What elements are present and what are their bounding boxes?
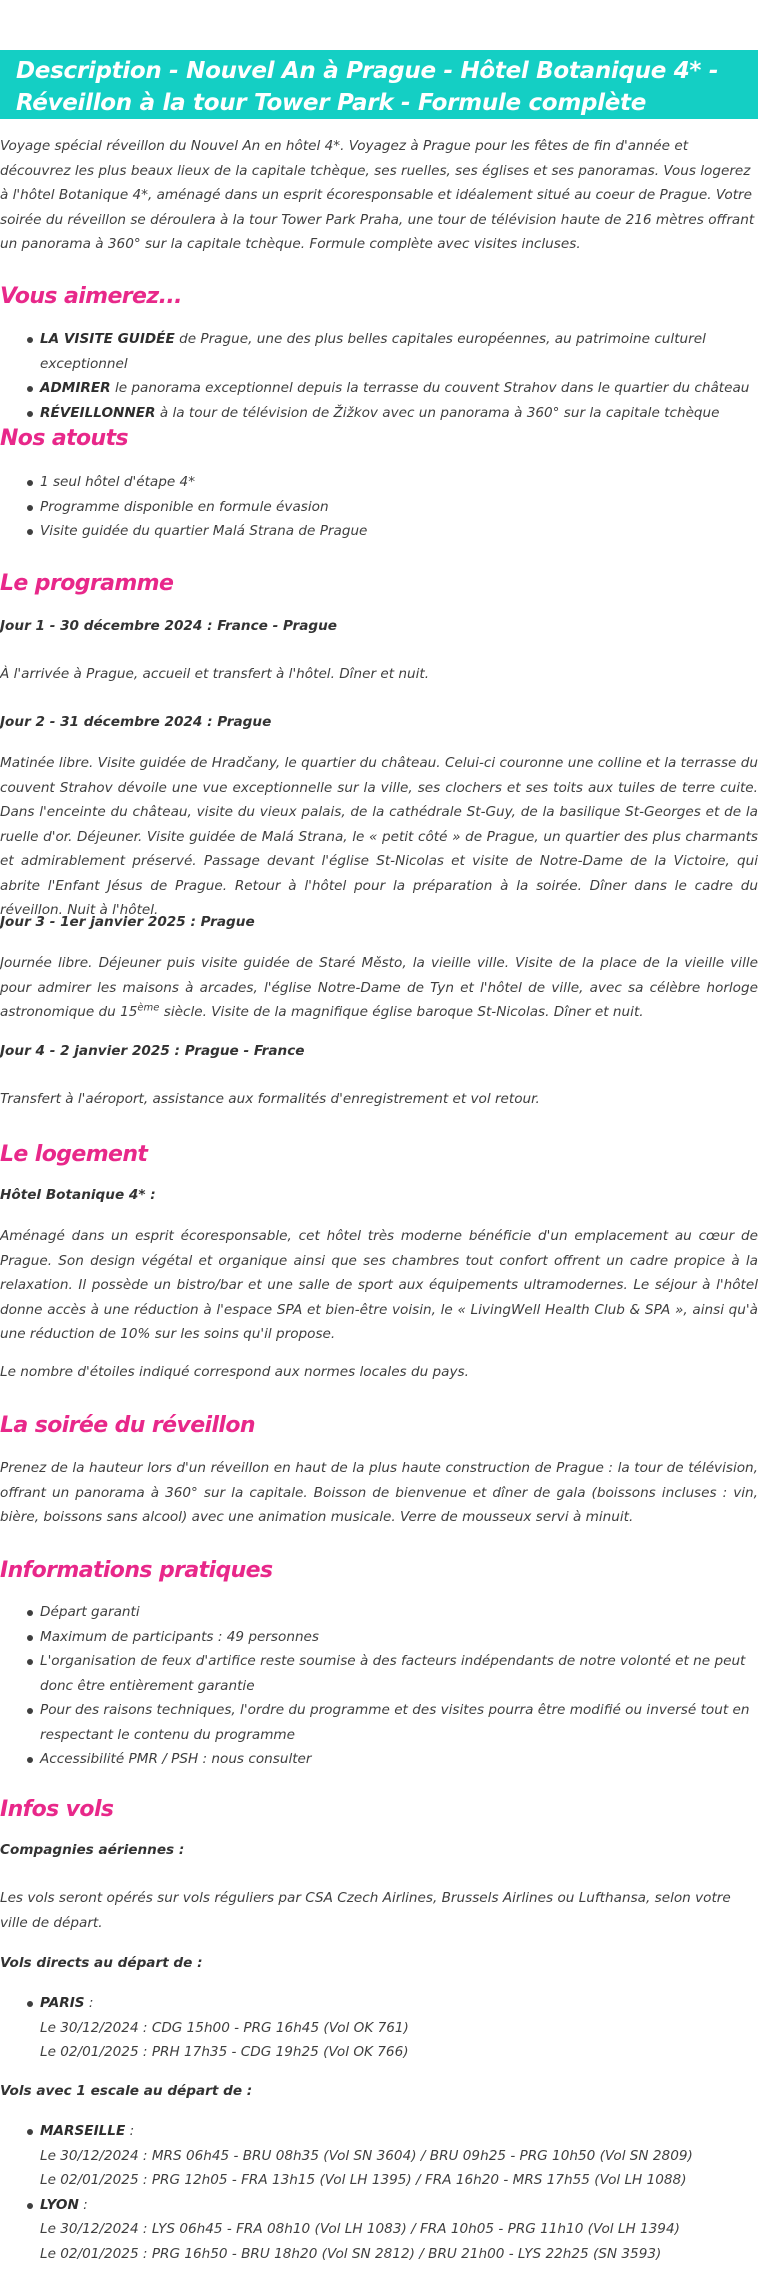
item-bold: ADMIRER	[40, 380, 111, 396]
escale-list	[0, 2119, 758, 2266]
item-text: Départ garanti	[40, 1604, 140, 1620]
city-name: MARSEILLE	[40, 2123, 126, 2139]
flight-line: Le 30/12/2024 : LYS 06h45 - FRA 08h10 (Vol LH 1083) / FRA 10h05 - PRG 11h10 (Vol LH 1394)	[40, 2221, 680, 2237]
list-item	[0, 495, 758, 520]
day3-text-a: Journée libre. Déjeuner puis visite guidée de Staré Město, la vieille ville. Visite de la place de la vieille ville pour admirer les maisons à arcades, l'église Notre-Dame de Tyn et l'hôtel de ville, avec sa célèbre horloge astronomique du 15	[0, 955, 758, 1020]
day1-title: Jour 1 - 30 décembre 2024 : France - Prague	[0, 618, 338, 634]
day3-sup: ème	[137, 1002, 160, 1014]
flight-line: Le 02/01/2025 : PRG 12h05 - FRA 13h15 (Vol LH 1395) / FRA 16h20 - MRS 17h55 (Vol LH 1088)	[40, 2172, 687, 2188]
hotel-text: Aménagé dans un esprit écoresponsable, cet hôtel très moderne bénéficie d'un emplacement au cœur de Prague. Son design végétal et organique ainsi que ses chambres tout confort offrent un cadre propice à la relaxation. Il possède un bistro/bar et une salle de sport aux équipements ultramodernes. Le séjour à l'hôtel donne accès à une réduction à l'espace SPA et bien-être voisin, le « LivingWell Health Club & SPA », ainsi qu'à une réduction de 10% sur les soins qu'il propose.	[0, 1228, 758, 1342]
item-text: L'organisation de feux d'artifice reste soumise à des facteurs indépendants de notre volonté et ne peut donc être entièrement garantie	[40, 1653, 746, 1694]
flight-line: Le 30/12/2024 : MRS 06h45 - BRU 08h35 (Vol SN 3604) / BRU 09h25 - PRG 10h50 (Vol SN 2809)	[40, 2147, 693, 2164]
city-name: PARIS	[40, 1995, 85, 2011]
item-text: Pour des raisons techniques, l'ordre du programme et des visites pourra être modifié ou inversé tout en respectant le contenu du programme	[40, 1702, 750, 1743]
list-item	[0, 376, 758, 401]
item-text: Maximum de participants : 49 personnes	[40, 1628, 320, 1645]
bullet-icon	[27, 2129, 33, 2135]
flight-line: Le 02/01/2025 : PRH 17h35 - CDG 19h25 (Vol OK 766)	[40, 2044, 409, 2060]
section-heading-atouts: Nos atouts	[0, 426, 129, 451]
companies-text: Les vols seront opérés sur vols réguliers par CSA Czech Airlines, Brussels Airlines ou Lufthansa, selon votre ville de départ.	[0, 1890, 731, 1931]
atouts-list	[0, 470, 758, 544]
list-item	[0, 1600, 758, 1625]
bullet-icon	[27, 1635, 33, 1641]
title-banner	[0, 50, 758, 119]
page-title: Description - Nouvel An à Prague - Hôtel Botanique 4* - Réveillon à la tour Tower Park - Formule complète	[16, 58, 719, 116]
section-heading-infos: Informations pratiques	[0, 1558, 273, 1583]
list-item: PARIS : Le 30/12/2024 : CDG 15h00 - PRG 16h45 (Vol OK 761) Le 02/01/2025 : PRH 17h35 - CDG 19h25 (Vol OK 766)	[0, 1991, 758, 2065]
list-item: MARSEILLE : Le 30/12/2024 : MRS 06h45 - BRU 08h35 (Vol SN 3604) / BRU 09h25 - PRG 10h50 (Vol SN 2809) Le 02/01/2025 : PRG 12h05 - FRA 13h15 (Vol LH 1395) / FRA 16h20 - MRS 17h55 (Vol LH 1088)	[0, 2119, 758, 2193]
list-item	[0, 1625, 758, 1650]
day1-text: À l'arrivée à Prague, accueil et transfert à l'hôtel. Dîner et nuit.	[0, 666, 430, 682]
bullet-icon	[27, 529, 33, 535]
day4-text: Transfert à l'aéroport, assistance aux formalités d'enregistrement et vol retour.	[0, 1091, 540, 1107]
escale-label: Vols avec 1 escale au départ de :	[0, 2083, 253, 2099]
item-bold: RÉVEILLONNER	[40, 404, 156, 421]
section-heading-aimerez: Vous aimerez...	[0, 284, 182, 309]
bullet-icon	[27, 1610, 33, 1616]
item-text: de Prague, une des plus belles capitales européennes, au patrimoine culturel exceptionnel	[40, 331, 706, 372]
flight-line: Le 02/01/2025 : PRG 16h50 - BRU 18h20 (Vol SN 2812) / BRU 21h00 - LYS 22h25 (SN 3593)	[40, 2245, 662, 2262]
section-heading-logement: Le logement	[0, 1142, 148, 1167]
aimerez-list	[0, 327, 758, 425]
intro-text: Voyage spécial réveillon du Nouvel An en hôtel 4*. Voyagez à Prague pour les fêtes de fin d'année et découvrez les plus beaux lieux de la capitale tchèque, ses ruelles, ses églises et ses panoramas. Vous logerez à l'hôtel Botanique 4*, aménagé dans un esprit écoresponsable et idéalement situé au coeur de Prague. Votre soirée du réveillon se déroulera à la tour Tower Park Praha, une tour de télévision haute de 216 mètres offrant un panorama à 360° sur la capitale tchèque. Formule complète avec visites incluses.	[0, 138, 755, 252]
bullet-icon	[27, 1659, 33, 1665]
list-item	[0, 1649, 758, 1698]
bullet-icon	[27, 337, 33, 343]
item-text: 1 seul hôtel d'étape 4*	[40, 474, 196, 490]
bullet-icon	[27, 386, 33, 392]
list-item: LYON : Le 30/12/2024 : LYS 06h45 - FRA 08h10 (Vol LH 1083) / FRA 10h05 - PRG 11h10 (Vol LH 1394) Le 02/01/2025 : PRG 16h50 - BRU 18h20 (Vol SN 2812) / BRU 21h00 - LYS 22h25 (SN 3593)	[0, 2193, 758, 2267]
direct-list	[0, 1991, 758, 2065]
item-bold: LA VISITE GUIDÉE	[40, 331, 175, 347]
item-text: à la tour de télévision de Žižkov avec un panorama à 360° sur la capitale tchèque	[155, 404, 720, 421]
day2-text: Matinée libre. Visite guidée de Hradčany, le quartier du château. Celui-ci couronne une colline et la terrasse du couvent Strahov dévoile une vue exceptionnelle sur la ville, ses clochers et ses toits aux tuiles de terre cuite. Dans l'enceinte du château, visite du vieux palais, de la cathédrale St-Guy, de la basilique St-Georges et de la ruelle d'or. Déjeuner. Visite guidée de Malá Strana, le « petit côté » de Prague, un quartier des plus charmants et admirablement préservé. Passage devant l'église St-Nicolas et visite de Notre-Dame de la Victoire, qui abrite l'Enfant Jésus de Prague. Retour à l'hôtel pour la préparation à la soirée. Dîner dans le cadre du réveillon. Nuit à l'hôtel.	[0, 755, 758, 918]
bullet-icon	[27, 1757, 33, 1763]
list-item	[0, 519, 758, 544]
stars-note: Le nombre d'étoiles indiqué correspond aux normes locales du pays.	[0, 1364, 469, 1380]
infos-list	[0, 1600, 758, 1772]
day3-text-b: siècle. Visite de la magnifique église baroque St-Nicolas. Dîner et nuit.	[159, 1004, 644, 1020]
list-item	[0, 1698, 758, 1747]
day2-title: Jour 2 - 31 décembre 2024 : Prague	[0, 714, 272, 730]
city-name: LYON	[40, 2196, 79, 2213]
list-item	[0, 401, 758, 426]
soiree-text: Prenez de la hauteur lors d'un réveillon en haut de la plus haute construction de Prague : la tour de télévision, offrant un panorama à 360° sur la capitale. Boisson de bienvenue et dîner de gala (boissons incluses : vin, bière, boissons sans alcool) avec une animation musicale. Verre de mousseux servi à minuit.	[0, 1460, 758, 1525]
bullet-icon	[27, 1708, 33, 1714]
bullet-icon	[27, 505, 33, 511]
bullet-icon	[27, 480, 33, 486]
bullet-icon	[27, 411, 33, 417]
flight-line: Le 30/12/2024 : CDG 15h00 - PRG 16h45 (Vol OK 761)	[40, 2019, 409, 2036]
item-text: Accessibilité PMR / PSH : nous consulter	[40, 1751, 312, 1767]
bullet-icon	[27, 2001, 33, 2007]
bullet-icon	[27, 2203, 33, 2209]
companies-label: Compagnies aériennes :	[0, 1842, 185, 1858]
item-text: Programme disponible en formule évasion	[40, 498, 329, 515]
section-heading-vols: Infos vols	[0, 1797, 114, 1822]
item-text: le panorama exceptionnel depuis la terrasse du couvent Strahov dans le quartier du château	[110, 380, 750, 396]
day3-text	[0, 951, 758, 1025]
item-text: Visite guidée du quartier Malá Strana de Prague	[40, 523, 368, 539]
day4-title: Jour 4 - 2 janvier 2025 : Prague - France	[0, 1043, 305, 1059]
section-heading-programme: Le programme	[0, 571, 174, 596]
list-item	[0, 470, 758, 495]
day3-title: Jour 3 - 1er janvier 2025 : Prague	[0, 914, 255, 930]
direct-label: Vols directs au départ de :	[0, 1955, 203, 1971]
list-item	[0, 1747, 758, 1772]
hotel-name: Hôtel Botanique 4* :	[0, 1187, 156, 1203]
section-heading-soiree: La soirée du réveillon	[0, 1413, 255, 1438]
list-item	[0, 327, 758, 376]
